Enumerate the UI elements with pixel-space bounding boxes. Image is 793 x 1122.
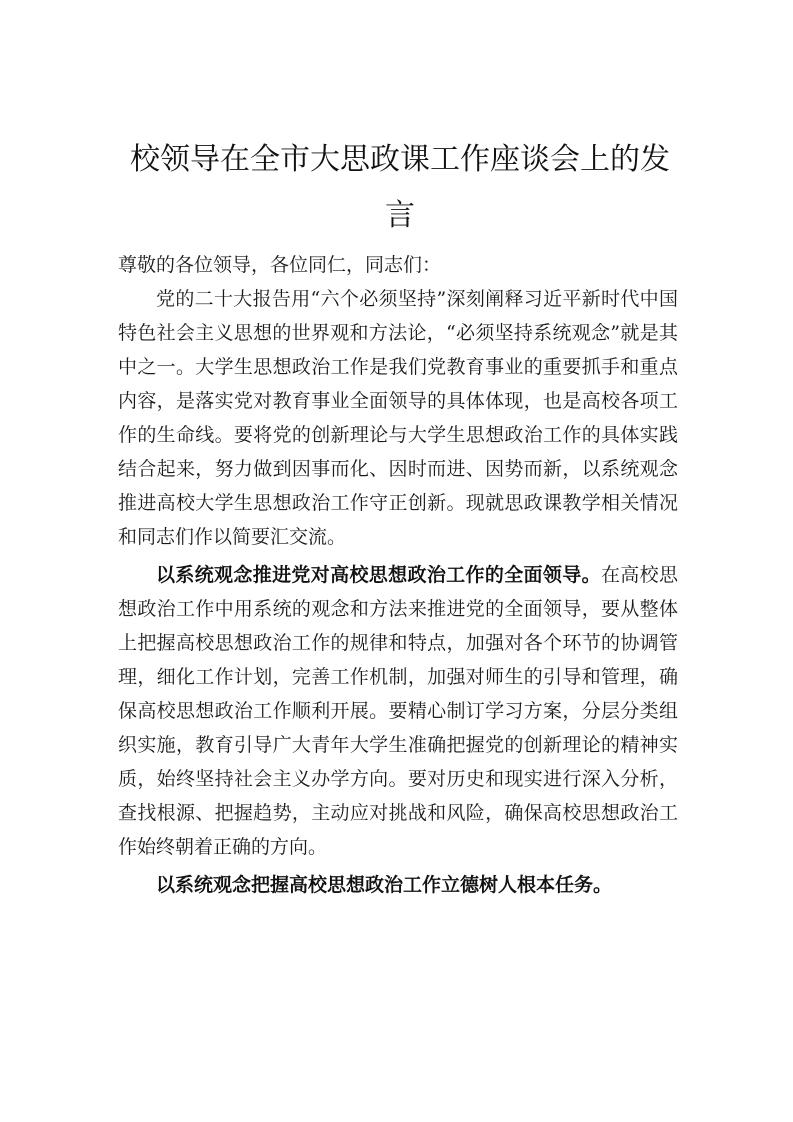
paragraph-2-body: 在高校思想政治工作中用系统的观念和方法来推进党的全面领导，要从整体上把握高校思想政治工作的规律和特点，加强对各个环节的协调管理，细化工作计划，完善工作机制，加强对师生的引导和管理，确保高校思想政治工作顺利开展。要精心制订学习方案，分层分类组织实施，教育引导广大青年大学生准确把握党的创新理论的精神实质，始终坚持社会主义办学方向。要对历史和现实进行深入分析，查找根源、把握趋势，主动应对挑战和风险，确保高校思想政治工作始终朝着正确的方向。 [118,564,678,858]
paragraph-3 [118,868,678,902]
paragraph-3-heading: 以系统观念把握高校思想政治工作立德树人根本任务。 [156,874,613,896]
paragraph-2 [118,558,678,864]
document-title: 校领导在全市大思政课工作座谈会上的发言 [130,142,670,233]
greeting-line: 尊敬的各位领导，各位同仁，同志们： [118,254,442,276]
document-body [118,248,678,902]
paragraph-1: 党的二十大报告用“六个必须坚持”深刻阐释习近平新时代中国特色社会主义思想的世界观和方法论，“必须坚持系统观念”就是其中之一。大学生思想政治工作是我们党教育事业的重要抓手和重点内容，是落实党对教育事业全面领导的具体体现，也是高校各项工作的生命线。要将党的创新理论与大学生思想政治工作的具体实践结合起来，努力做到因事而化、因时而进、因势而新，以系统观念推进高校大学生思想政治工作守正创新。现就思政课教学相关情况和同志们作以简要汇交流。 [118,288,678,548]
paragraph-2-heading: 以系统观念推进党对高校思想政治工作的全面领导。 [156,564,601,586]
